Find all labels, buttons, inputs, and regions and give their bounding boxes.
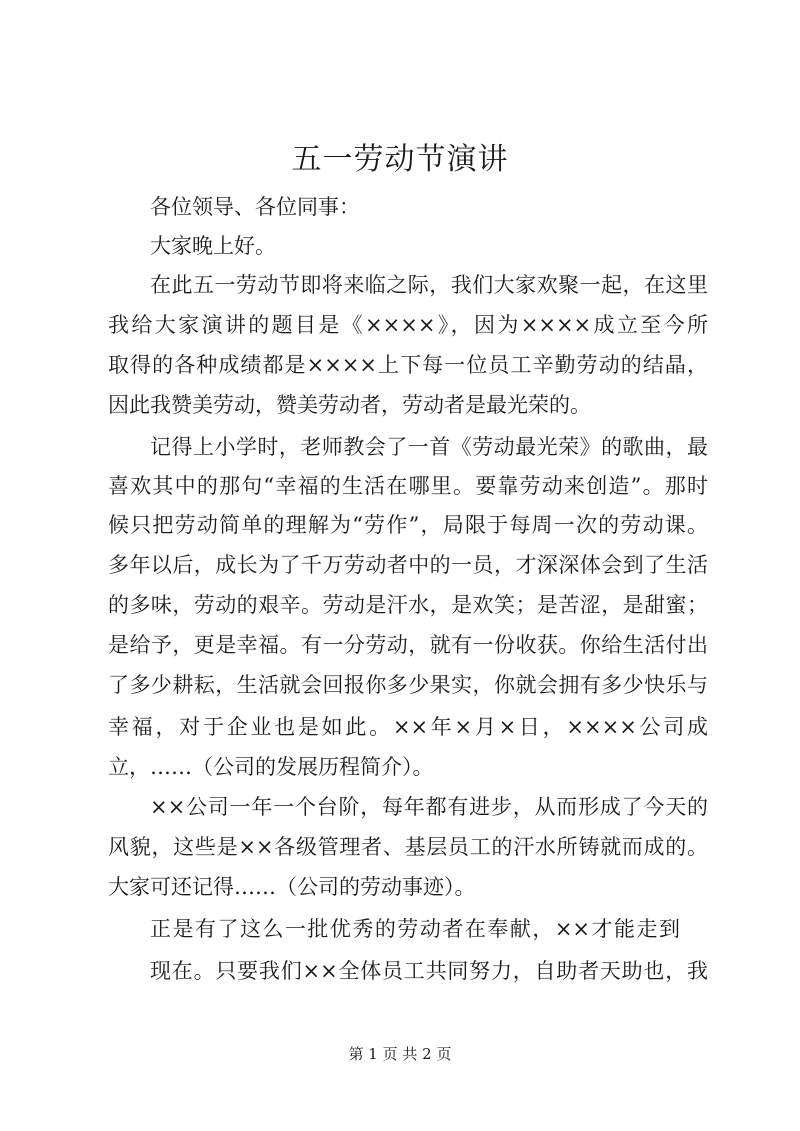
paragraph-line: 多年以后，成长为了千万劳动者中的一员，才深深体会到了生活 bbox=[108, 553, 708, 577]
paragraph-line: 大家可还记得……（公司的劳动事迹）。 bbox=[108, 875, 476, 899]
salutation-line: 各位领导、各位同事： bbox=[150, 195, 360, 219]
paragraph-line: 是给予，更是幸福。有一分劳动，就有一份收获。你给生活付出 bbox=[108, 633, 708, 657]
paragraph-line: 的多味，劳动的艰辛。劳动是汗水，是欢笑；是苦涩，是甜蜜； bbox=[108, 593, 708, 617]
paragraph-line: 喜欢其中的那句“幸福的生活在哪里。要靠劳动来创造”。那时 bbox=[108, 474, 708, 498]
paragraph-line: 幸福，对于企业也是如此。××年×月×日，××××公司成 bbox=[108, 715, 708, 739]
paragraph-line: 因此我赞美劳动，赞美劳动者，劳动者是最光荣的。 bbox=[108, 393, 591, 417]
paragraph-line: 候只把劳动简单的理解为“劳作”，局限于每周一次的劳动课。 bbox=[108, 513, 708, 537]
greeting-line: 大家晚上好。 bbox=[150, 234, 276, 258]
document-title: 五一劳动节演讲 bbox=[291, 142, 509, 177]
paragraph-line: 记得上小学时，老师教会了一首《劳动最光荣》的歌曲，最 bbox=[150, 435, 708, 459]
paragraph-line: 了多少耕耘，生活就会回报你多少果实，你就会拥有多少快乐与 bbox=[108, 673, 708, 697]
paragraph-line: ××公司一年一个台阶，每年都有进步，从而形成了今天的 bbox=[150, 795, 708, 819]
paragraph-line: 取得的各种成绩都是××××上下每一位员工辛勤劳动的结晶， bbox=[108, 353, 708, 377]
paragraph-line: 在此五一劳动节即将来临之际，我们大家欢聚一起，在这里 bbox=[150, 273, 708, 297]
paragraph-line: 现在。只要我们××全体员工共同努力，自助者天助也，我 bbox=[150, 959, 708, 983]
paragraph-line: 我给大家演讲的题目是《××××》，因为××××成立至今所 bbox=[108, 313, 708, 337]
paragraph-line: 风貌，这些是××各级管理者、基层员工的汗水所铸就而成的。 bbox=[108, 835, 708, 859]
paragraph-line: 正是有了这么一批优秀的劳动者在奉献，××才能走到 bbox=[150, 917, 680, 941]
paragraph-line: 立，……（公司的发展历程简介）。 bbox=[108, 755, 434, 779]
page-number: 第 1 页 共 2 页 bbox=[348, 1045, 452, 1063]
